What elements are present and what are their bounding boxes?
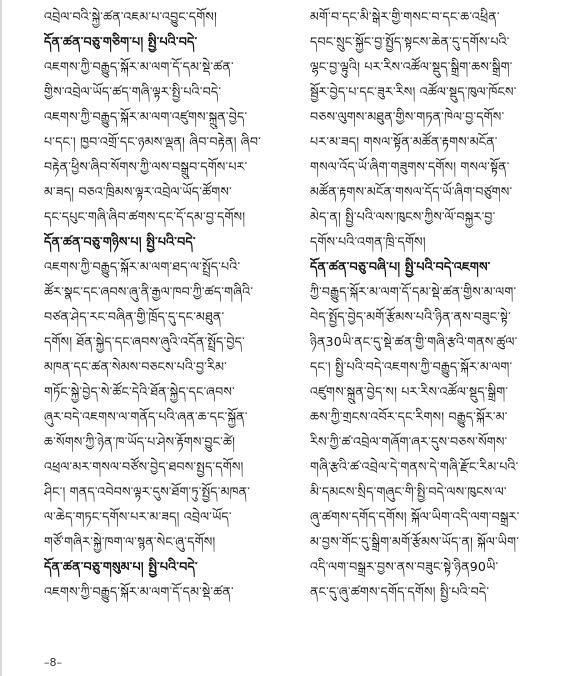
- text-line: པ་དང་། ཁྱབ་འགྲོ་དང་ཉམས་ལྡན། ཞིབ་བརྟེན། ཞིབ་: [44, 134, 261, 149]
- article-heading-line: དོན་ཚན་བཅུ་བཞི་པ། སྤྱི་པའི་བདེ་འཇགས་: [310, 259, 491, 274]
- text-line: འཕྲལ་མར་གསལ་བཙོས་བྱེད་ཐབས་སྤྱད་དགོས།: [44, 459, 244, 474]
- text-line: ཉིན30ཡི་ནང་དུ་སྡེ་ཚན་གྱི་གཞི་རྩའི་གནས་ཚུལ་: [310, 334, 518, 349]
- text-line: འདི་ལག་བསྒྲར་བྱས་ནས་བཟུང་སྟེ་ཉིན90ཡི་: [310, 559, 499, 574]
- text-line: བཙན་ཤེད་རང་བཞིན་གྱི་ཁྲོད་དུ་དང་མཐུན་: [44, 309, 225, 324]
- text-line: ལ་ཆེད་གཏང་དགོས་པར་མ་ཟད། འབྲེལ་ཡོད་: [44, 509, 232, 524]
- text-line: མགོ་བ་དང་མི་སྒེར་གྱི་གསང་བ་དང་ཆ་འཕྲིན་: [310, 9, 500, 24]
- article-heading-line: དོན་ཚན་བཅུ་གཉིས་པ། སྤྱི་པའི་བདེ་: [44, 234, 196, 249]
- text-line: ནང་དུ་ཞུ་ཚགས་དགོད་དགོས། སྤྱི་པའི་བདེ་: [310, 584, 490, 599]
- text-line: ཆ་སོགས་ཀྱི་ཉེན་ཁ་ཡོད་པ་ཤེས་རྟོགས་བྱུང་ཚེ།: [44, 434, 236, 449]
- text-line: དགོས། ཐོན་སྐྱེད་དང་ཞབས་ཞུའི་འདོན་སྤྲོད་བྱེད་: [44, 334, 245, 349]
- text-line: འཛུགས་སྐྲུན་བྱེད་ས། པར་རིས་འཚོལ་སྡུད་སྒྲིག་: [310, 384, 509, 399]
- text-line: མེད་ན། སྤྱི་པའི་ལས་ཁུངས་ཀྱིས་ལོ་བསྐྱར་བྱ་: [310, 209, 496, 224]
- text-line: བཅས་ལུགས་མཐུན་གྱིས་གཏན་ཁེལ་བྱ་དགོས་: [310, 109, 505, 124]
- article-heading-line: དོན་ཚན་བཅུ་གཅིག་པ། སྤྱི་པའི་བདེ་: [44, 34, 198, 49]
- text-line: གྱིས་འབྲེལ་ཡོད་ཚད་གཞི་ལྟར་སྤྱི་པའི་བདེ་: [44, 84, 222, 99]
- left-column: [44, 4, 291, 604]
- text-line: གཞི་རྩའི་ཚ་འབྲེལ་དེ་གནས་དེ་གཞི་རྫོང་རིམ་པའི་: [310, 459, 519, 474]
- text-line: གཙོ་གཞིར་སྐྱེ་ཁག་ལ་སྙན་སེང་ཞུ་དགོས།: [44, 534, 216, 549]
- text-line: ལྷང་བྱ་ལྟུའི། པར་རིས་འཚོལ་སྡུད་སྒྲིག་ཆས་སྒྲིག་: [310, 59, 513, 74]
- text-line: ཤིང་། གནད་འབེབས་ལྟར་དུས་ཐོག་ཏུ་སྤྱོད་མཁན་: [44, 484, 251, 499]
- text-line: དང་། སྤྱི་པའི་བདེ་འཇགས་ཀྱི་བརྒྱུད་སྐོར་མ་ལག་: [310, 359, 513, 374]
- text-line: མ་ཟད། བཅའ་ཁྲིམས་ལྟར་འབྲེལ་ཡོད་ཚོགས་: [44, 184, 232, 199]
- page-number: –8–: [44, 656, 62, 669]
- text-line: འཇགས་ཀྱི་བརྒྱུད་སྐོར་མ་ལག་དོ་དམ་སྡེ་ཚན་: [44, 584, 234, 599]
- text-line: ཆས་ཀྱི་གྲངས་འབོར་དང་རིགས། བརྒྱུད་སྐོར་མ་: [310, 409, 508, 424]
- text-line: དབང་སྲུང་སྐྱོང་བྱ་སྤྱོད་སྟངས་ཆེན་དུ་དགོས་པའི་: [310, 34, 510, 49]
- text-line: འཇགས་ཀྱི་བརྒྱུད་སྐོར་མ་ལག་འཛུགས་སྐྲུན་བྱེད་: [44, 109, 248, 124]
- text-line: ཀྱི་བརྒྱུད་སྐོར་མ་ལག་དོ་དམ་སྡེ་ཚན་གྱིས་མ་ལག་: [310, 284, 517, 299]
- article-heading-line: དོན་ཚན་བཅུ་གསུམ་པ། སྤྱི་པའི་བདེ་: [44, 559, 198, 574]
- text-line: བེད་སྤྱོད་བྱེད་མགོ་རྩོམས་པའི་ཉིན་ནས་བཟུང་སྟེ་: [310, 309, 511, 324]
- text-line: ཚོར་སྣང་དང་ཞབས་ཞུ་ནི་རྒྱལ་ཁབ་ཀྱི་ཚད་གཞིའི་: [44, 284, 254, 299]
- text-line: མཁན་དང་ཚན་སེམས་བཅངས་པའི་བྱ་རིམ་: [44, 359, 227, 374]
- text-line: མཚོན་རྟགས་མངོན་གསལ་དོད་ཡོ་ཞིག་བཙུགས་: [310, 184, 513, 199]
- right-column: [310, 4, 557, 604]
- text-line: གསལ་འོད་ཡོ་ཞིག་གཟུགས་དགོས། གསལ་སྟོན་: [310, 159, 510, 174]
- text-line: རིས་ཀྱི་ཚ་འབྲེལ་གཞོག་ཞར་དུས་བཅས་སོགས་: [310, 434, 508, 449]
- text-line: སྦྱོར་བྱེད་པ་དང་ཟུར་རིས། འཚོལ་སྡུད་ཁུལ་ཁོངས་: [310, 84, 517, 99]
- text-line: ཞུར་བདེ་འཇགས་ལ་གནོད་པའི་ཞན་ཆ་དང་སྐྱོན་: [44, 409, 248, 424]
- text-line: མི་དམངས་སྲིད་གཞུང་གི་སྤྱི་བདེ་ལས་ཁུངས་ལ་: [310, 484, 507, 499]
- text-line: མ་བྱས་གོང་དུ་སྒྲིག་མགོ་རྩོམས་ཡོད་ན། སྐོལ་ཡིག་: [310, 534, 520, 549]
- text-line: འཇགས་ཀྱི་བརྒྱུད་སྐོར་མ་ལག་ཐད་ལ་སྤྲོད་པའི་: [44, 259, 241, 274]
- text-line: འབྲེལ་བའི་སྐྱེ་ཚན་འཇམ་པ་འབྱུང་དགོས།: [44, 9, 217, 24]
- text-line: གཏོང་སྐྱེ་བྱེད་སེ་ཚོང་དེའི་ཐོན་སྐྱེད་དང་ཞབས་: [44, 384, 235, 399]
- text-line: པར་མ་ཟད། གསལ་སྟོན་མཚོན་རྟགས་མངོན་: [310, 134, 498, 149]
- text-line: དང་དཔུང་གཞི་ཞིབ་ཚགས་དང་དོ་དམ་བྱ་དགོས།: [44, 209, 246, 224]
- text-line: ཞུ་ཚགས་དགོད་དགོས། སྐོལ་ཡིག་འདི་ལག་བསྒྲར་: [310, 509, 520, 524]
- text-line: དགོས་པའི་འགན་ཁྲི་དགོས།: [310, 234, 426, 249]
- text-line: འཇགས་ཀྱི་བརྒྱུད་སྐོར་མ་ལག་དོ་དམ་སྡེ་ཚན་: [44, 59, 234, 74]
- page-edge: [0, 0, 2, 676]
- text-line: བརྟེན་ཕྱིས་ཞིབ་སོགས་ཀྱི་ལས་བསྒྲུབ་དགོས་པར་: [44, 159, 248, 174]
